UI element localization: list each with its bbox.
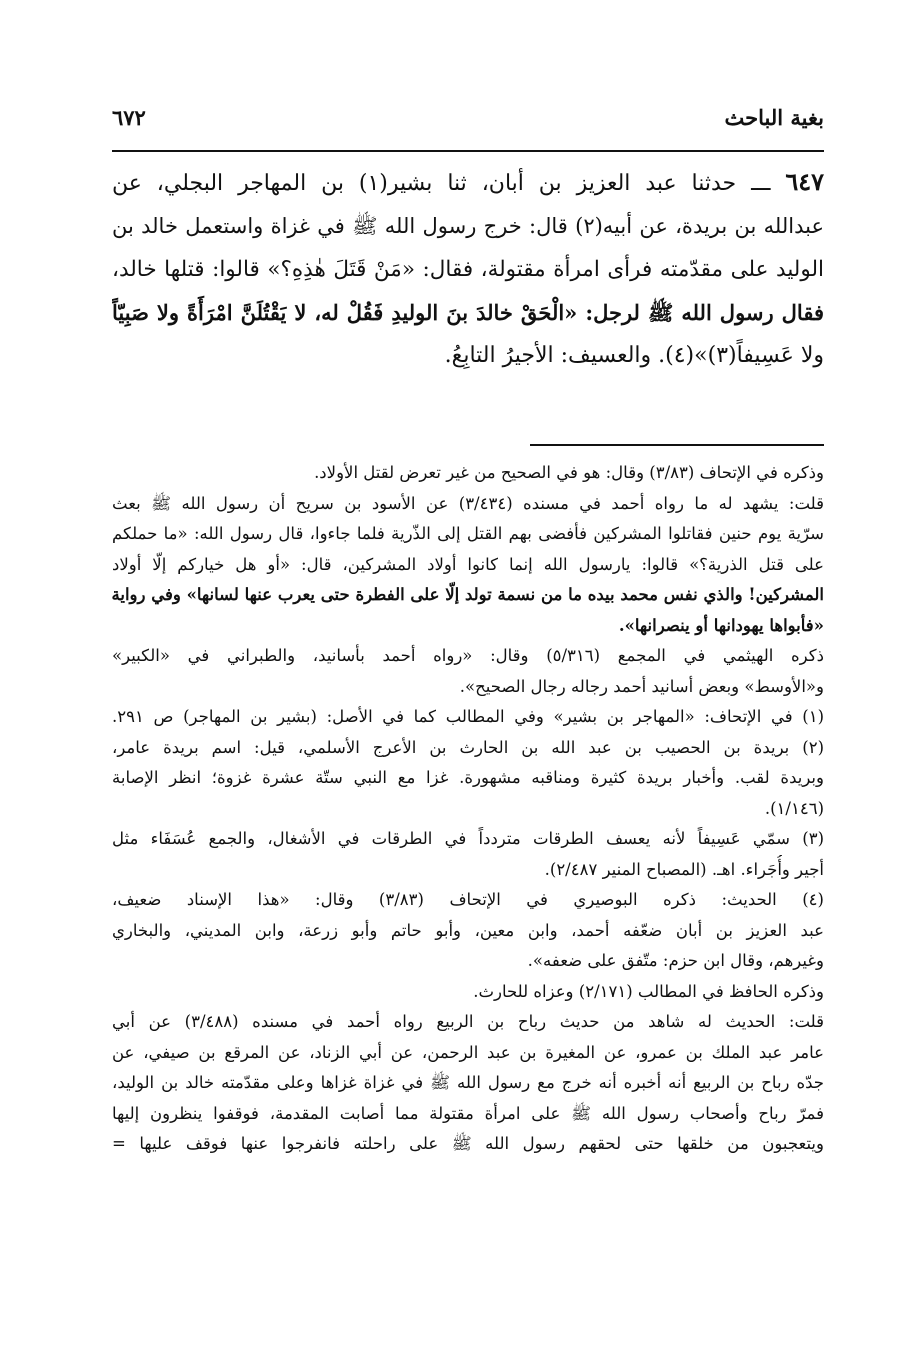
footnote-line: «فأبواها يهودانها أو ينصرانها».: [618, 615, 824, 635]
footnote-line: وذكره الحافظ في المطالب (٢/١٧١) وعزاه للحارث.: [473, 981, 824, 1001]
footnote-line: (٤) الحديث: ذكره البوصيري في الإتحاف (٣/٨٣) وقال: «هذا الإسناد ضعيف،: [112, 890, 824, 909]
footnote-line: ويتعجبون من خلقها حتى لحقهم رسول الله ﷺ على راحلته فانفرجوا عنها فوقف عليها =: [112, 1134, 824, 1153]
footnote-line: (٣) سمّي عَسِيفاً لأنه يعسف الطرقات متردداً في الطرقات في الأشغال، والجمع عُسَفَاء مثل: [112, 829, 824, 848]
footnote-line: أجير وأُجَراء. اهـ. (المصباح المنير ٢/٤٨٧).: [544, 859, 824, 879]
footnote-line: على قتل الذرية؟» قالوا: يارسول الله إنما كانوا أولاد المشركين، قال: «أو هل خياركم إلّا أولاد: [112, 554, 824, 574]
hadith-line: ولا عَسِيفاً(٣)»(٤). والعسيف: الأجيرُ التابِعُ.: [444, 343, 824, 368]
footnote-line: فمرّ رباح وأصحاب رسول الله ﷺ على امرأة مقتولة مما أصابت المقدمة، فوقفوا ينظرون إليها: [112, 1103, 824, 1123]
footnote-line: وغيرهم، وقال ابن حزم: متّفق على ضعفه».: [527, 951, 824, 970]
footnote-line: (٢) بريدة بن الحصيب بن عبد الله بن الحارث بن الأعرج الأسلمي، قيل: اسم بريدة عامر،: [112, 737, 824, 757]
footnote-line: سرّية يوم حنين فقاتلوا المشركين فأفضى بهم القتل إلى الذّرية فلما جاءوا، قال رسول الله: «ما حملكم: [112, 524, 824, 543]
footnote-line: و«الأوسط» وبعض أسانيد أحمد رجاله رجال الصحيح».: [459, 676, 824, 696]
hadith-number: ٦٤٧: [785, 167, 824, 196]
footnote-line: (١) في الإتحاف: «المهاجر بن بشير» وفي المطالب كما في الأصل: (بشير بن المهاجر) ص ٢٩١.: [112, 707, 824, 726]
footnote-line: جدّه رباح بن الربيع أنه أخبره أنه خرج مع رسول الله ﷺ في غزاة غزاها وعلى مقدّمته خالد بن الوليد،: [112, 1073, 824, 1092]
running-title: بغية الباحث: [724, 104, 824, 130]
page-number: ٦٧٢: [112, 104, 146, 130]
header-rule: [112, 150, 824, 152]
page-header: [112, 98, 824, 136]
footnotes: [112, 458, 824, 1160]
hadith-line: الوليد على مقدّمته فرأى امرأة مقتولة، فقال: «مَنْ قَتَلَ هٰذِهِ؟» قالوا: قتلها خالد،: [112, 257, 824, 282]
footnote-separator: [530, 444, 824, 446]
footnote-line: وبريدة لقب. وأخبار بريدة كثيرة ومناقبه مشهورة. غزا مع النبي ستّة عشرة غزوة؛ انظر الإصابة: [112, 768, 824, 787]
footnote-line: (١/١٤٦).: [764, 798, 824, 818]
hadith-line: فقال رسول الله ﷺ لرجل: «الْحَقْ خالدَ بنَ الوليدِ فَقُلْ له، لا يَقْتُلَنَّ امْرَأَةً ولا صَبِيّاً: [112, 300, 824, 325]
footnote-line: المشركين! والذي نفس محمد بيده ما من نسمة تولد إلّا على الفطرة حتى يعرب عنها لسانها» وفي رواية: [112, 585, 824, 604]
hadith-line: عبدالله بن بريدة، عن أبيه(٢) قال: خرج رسول الله ﷺ في غزاة واستعمل خالد بن: [112, 214, 824, 238]
hadith-text: [112, 160, 824, 377]
footnote-line: قلت: الحديث له شاهد من حديث رباح بن الربيع رواه أحمد في مسنده (٣/٤٨٨) عن أبي: [112, 1012, 824, 1031]
hadith-line: ٦٤٧ ـــ حدثنا عبد العزيز بن أبان، ثنا بشير(١) بن المهاجر البجلي، عن: [112, 167, 824, 196]
footnote-line: عبد العزيز بن أبان ضعّفه أحمد، وابن معين، وأبو حاتم وأبو زرعة، وابن المديني، والبخاري: [112, 920, 824, 940]
footnote-line: ذكره الهيثمي في المجمع (٥/٣١٦) وقال: «رواه أحمد بأسانيد، والطبراني في «الكبير»: [112, 646, 824, 665]
footnote-line: قلت: يشهد له ما رواه أحمد في مسنده (٣/٤٣٤) عن الأسود بن سريح أن رسول الله ﷺ بعث: [112, 493, 824, 513]
footnote-line: وذكره في الإتحاف (٣/٨٣) وقال: هو في الصحيح من غير تعرض لقتل الأولاد.: [314, 463, 824, 482]
footnote-line: عامر عبد الملك بن عمرو، عن المغيرة بن عبد الرحمن، عن أبي الزناد، عن المرقع بن صيفي، عن: [112, 1042, 824, 1062]
